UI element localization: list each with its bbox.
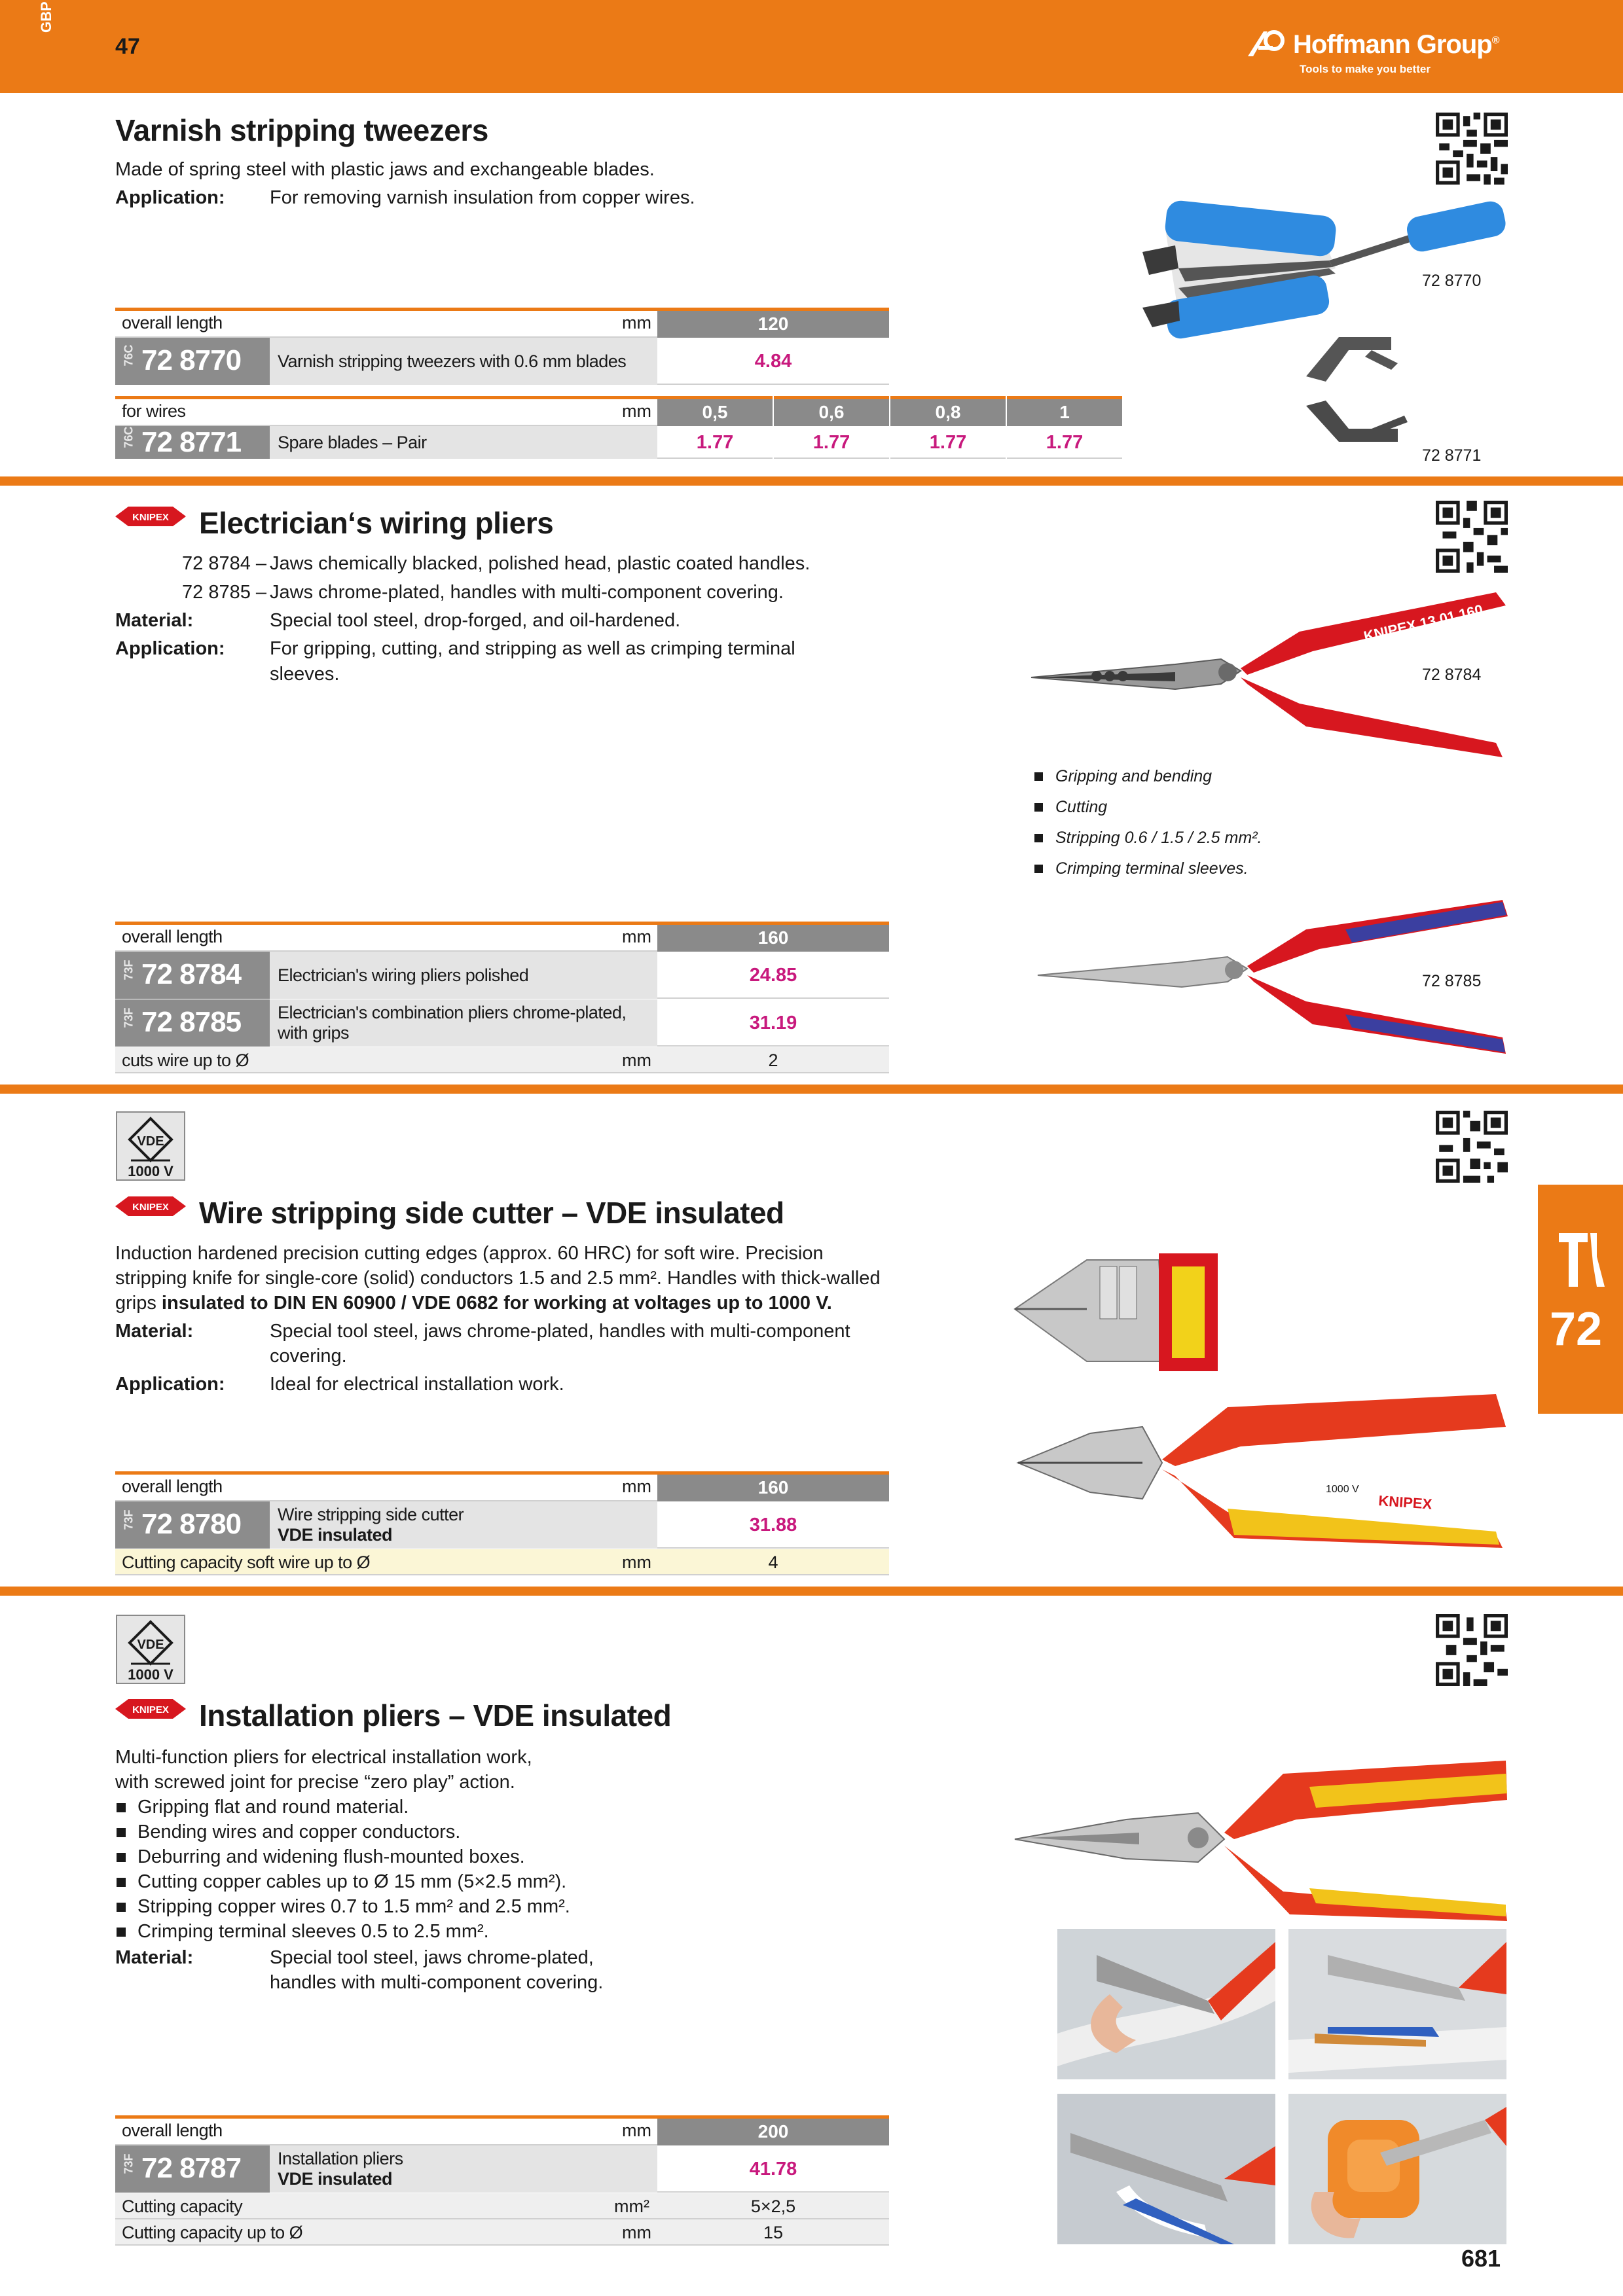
article-price: 31.88 [657, 1501, 889, 1549]
table2-header-value: 1 [1007, 396, 1122, 426]
section-title-wire-stripping-cutter: Wire stripping side cutter – VDE insulated [199, 1196, 784, 1230]
knipex-logo-icon [115, 1195, 186, 1217]
footer-label: Cutting capacity soft wire up to Ø [122, 1552, 371, 1572]
application-photo-3 [1057, 2094, 1275, 2244]
section3-material-line2: covering. [270, 1346, 347, 1367]
vde-mark-icon [115, 1111, 186, 1181]
table5-header-line [115, 2115, 657, 2119]
svg-text:1000 V: 1000 V [128, 1666, 173, 1683]
table3-header-label: overall length [122, 927, 223, 946]
feature-item: Stripping copper wires 0.7 to 1.5 mm² and 2.5 mm². [115, 1894, 570, 1919]
article-description [270, 2145, 657, 2193]
article-price: 1.77 [774, 426, 889, 459]
chapter-number: 72 [1550, 1303, 1603, 1355]
vde-mark-icon [115, 1614, 186, 1685]
application-photo-4 [1288, 2094, 1506, 2244]
section1-application-text: For removing varnish insulation from copper wires. [270, 187, 695, 208]
table4-header-row [115, 1471, 657, 1501]
table5-footer-row-2 [115, 2219, 889, 2246]
table4-header-unit: mm [622, 1477, 651, 1496]
article-key: 73F [122, 960, 136, 980]
article-price: 1.77 [1007, 426, 1122, 459]
article-72-8785[interactable] [115, 999, 270, 1047]
article-description [270, 338, 657, 385]
footer-unit: mm² [614, 2197, 649, 2216]
table2-header-row [115, 396, 657, 426]
table1-header-label: overall length [122, 313, 223, 332]
table4-header-label: overall length [122, 1477, 223, 1496]
section2-application-line2: sleeves. [270, 664, 340, 685]
spare-blade-image-2 [1300, 393, 1417, 452]
application-photo-1 [1057, 1929, 1275, 2079]
article-price: 1.77 [890, 426, 1006, 459]
section3-desc-line3-bold: insulated to DIN EN 60900 / VDE 0682 for working at voltages up to 1000 V. [161, 1293, 832, 1314]
feature-item: Cutting [1033, 796, 1107, 818]
section4-desc-line2: with screwed joint for precise “zero play” action. [115, 1772, 515, 1793]
section3-material-label: Material: [115, 1321, 194, 1342]
knipex-logo-icon [115, 1698, 186, 1720]
article-price: 31.19 [657, 999, 889, 1047]
table5-header-row [115, 2115, 657, 2145]
svg-text:1000 V: 1000 V [128, 1163, 173, 1179]
article-72-8780[interactable] [115, 1501, 270, 1549]
image-ref-72-8770: 72 8770 [1422, 272, 1482, 290]
variant1-text: Jaws chemically blacked, polished head, plastic coated handles. [270, 553, 811, 574]
table3-header-value: 160 [657, 922, 889, 952]
section-title-installation-pliers: Installation pliers – VDE insulated [199, 1698, 672, 1732]
section-divider [0, 1587, 1623, 1596]
article-72-8770[interactable] [115, 338, 270, 385]
table1-header-row [115, 308, 657, 338]
section2-material-label: Material: [115, 610, 194, 631]
article-code: 72 8780 [141, 1508, 242, 1540]
article-code: 72 8787 [141, 2152, 242, 2184]
section3-desc-line2: stripping knife for single-core (solid) conductors 1.5 and 2.5 mm². Handles with thick-walled [115, 1268, 881, 1289]
feature-item: Deburring and widening flush-mounted boxes. [115, 1844, 525, 1869]
qr-code-icon[interactable] [1436, 501, 1508, 573]
chapter-tab[interactable] [1538, 1185, 1623, 1414]
svg-text:KNIPEX: KNIPEX [132, 1704, 169, 1715]
svg-text:1000 V: 1000 V [1326, 1484, 1359, 1495]
section1-description: Made of spring steel with plastic jaws and exchangeable blades. [115, 159, 655, 180]
wire-stripping-cutter-image [1012, 1381, 1509, 1551]
region-code: GBP [38, 1, 54, 33]
section3-application-text: Ideal for electrical installation work. [270, 1374, 564, 1395]
table2-header-value: 0,8 [890, 396, 1006, 426]
footer-label: Cutting capacity [122, 2197, 243, 2216]
article-price: 24.85 [657, 952, 889, 999]
table4-header-line [115, 1471, 657, 1475]
spare-blade-image [1300, 331, 1417, 389]
article-description-text: Varnish stripping tweezers with 0.6 mm blades [278, 351, 627, 371]
article-code: 72 8770 [141, 344, 242, 376]
brand-name: Hoffmann Group® [1293, 30, 1499, 59]
article-price: 41.78 [657, 2145, 889, 2193]
section2-application-line1: For gripping, cutting, and stripping as well as crimping terminal [270, 638, 795, 659]
svg-text:KNIPEX 13 01 160: KNIPEX 13 01 160 [1362, 601, 1485, 645]
section4-material-label: Material: [115, 1947, 194, 1968]
footer-value: 15 [763, 2223, 784, 2242]
article-description-text: Wire stripping side cutter [278, 1505, 464, 1524]
section4-material-line2: handles with multi-component covering. [270, 1972, 604, 1993]
section4-desc-line1: Multi-function pliers for electrical installation work, [115, 1747, 532, 1768]
variant1-code: 72 8784 – [182, 553, 267, 574]
svg-text:VDE: VDE [137, 1134, 164, 1149]
article-price: 1.77 [657, 426, 773, 459]
article-description [270, 952, 657, 999]
article-key: 73F [122, 1007, 136, 1028]
variant2-code: 72 8785 – [182, 582, 267, 603]
table2-header-line [115, 396, 657, 399]
article-code: 72 8784 [141, 958, 242, 990]
article-description-text-2: VDE insulated [278, 2169, 393, 2189]
article-key: 76C [122, 426, 136, 448]
article-description [270, 1501, 657, 1549]
footer-unit: mm [622, 1552, 651, 1572]
table5-header-value: 200 [657, 2115, 889, 2145]
article-key: 73F [122, 2153, 136, 2174]
table2-header-value: 0,6 [774, 396, 889, 426]
section3-desc-line1: Induction hardened precision cutting edges (approx. 60 HRC) for soft wire. Precision [115, 1243, 824, 1264]
table3-footer-row [115, 1047, 889, 1073]
article-description-text: Spare blades – Pair [278, 433, 427, 452]
tool-category-icon [1556, 1230, 1609, 1289]
section-title-varnish-tweezers: Varnish stripping tweezers [115, 113, 488, 147]
article-price: 4.84 [657, 338, 889, 385]
footer-unit: mm [622, 2223, 651, 2242]
section-title-wiring-pliers: Electrician‘s wiring pliers [199, 506, 554, 540]
article-72-8771[interactable] [115, 426, 270, 459]
section3-material-line1: Special tool steel, jaws chrome-plated, handles with multi-component [270, 1321, 850, 1342]
section4-material-line1: Special tool steel, jaws chrome-plated, [270, 1947, 594, 1968]
footer-unit: mm [622, 1050, 651, 1070]
cutter-head-closeup-image [1008, 1247, 1218, 1378]
table1-header-unit: mm [622, 313, 651, 332]
table2-header-value: 0,5 [657, 396, 773, 426]
feature-item: Gripping flat and round material. [115, 1795, 409, 1820]
article-description-text: Electrician's wiring pliers polished [278, 965, 529, 985]
article-key: 73F [122, 1509, 136, 1530]
table3-header-line [115, 922, 657, 925]
table5-footer-row-1 [115, 2193, 889, 2219]
footer-value: 5×2,5 [750, 2197, 796, 2216]
article-code: 72 8785 [141, 1006, 242, 1038]
image-ref-72-8771: 72 8771 [1422, 446, 1482, 465]
footer-value: 2 [768, 1050, 778, 1070]
installation-pliers-image [1008, 1748, 1509, 1924]
image-ref-72-8784: 72 8784 [1422, 666, 1482, 684]
article-key: 76C [122, 344, 136, 367]
table2-header-unit: mm [622, 401, 651, 421]
section-divider [0, 1085, 1623, 1094]
qr-code-icon[interactable] [1436, 1111, 1508, 1183]
knipex-logo-icon [115, 505, 186, 528]
qr-code-icon[interactable] [1436, 1614, 1508, 1686]
feature-item: Gripping and bending [1033, 765, 1212, 787]
article-code: 72 8771 [141, 426, 242, 458]
image-ref-72-8785: 72 8785 [1422, 972, 1482, 990]
svg-text:VDE: VDE [137, 1638, 164, 1652]
hoffmann-brand [1244, 26, 1506, 79]
article-description-text-2: VDE insulated [278, 1525, 393, 1545]
section-divider [0, 476, 1623, 486]
feature-item: Crimping terminal sleeves 0.5 to 2.5 mm². [115, 1919, 489, 1944]
table5-header-label: overall length [122, 2121, 223, 2140]
section1-application-label: Application: [115, 187, 225, 208]
section2-material-text: Special tool steel, drop-forged, and oil-hardened. [270, 610, 681, 631]
feature-item: Cutting copper cables up to Ø 15 mm (5×2.5 mm²). [115, 1869, 566, 1894]
article-description-text: Installation pliers [278, 2149, 403, 2168]
application-photo-2 [1288, 1929, 1506, 2079]
section2-application-label: Application: [115, 638, 225, 659]
brand-tagline: Tools to make you better [1300, 63, 1431, 75]
feature-item: Stripping 0.6 / 1.5 / 2.5 mm². [1033, 827, 1262, 849]
article-72-8784[interactable] [115, 952, 270, 999]
table1-header-value: 120 [657, 308, 889, 338]
svg-text:KNIPEX: KNIPEX [1377, 1492, 1433, 1513]
footer-label: Cutting capacity up to Ø [122, 2223, 303, 2242]
table3-header-unit: mm [622, 927, 651, 946]
table4-footer-row [115, 1549, 889, 1575]
page-header [0, 0, 1623, 93]
article-72-8787[interactable] [115, 2145, 270, 2193]
section3-desc-line3-plain: grips [115, 1293, 162, 1314]
article-description-text-2: with grips [278, 1023, 350, 1043]
svg-text:KNIPEX: KNIPEX [132, 1202, 169, 1213]
qr-code-icon[interactable] [1436, 113, 1508, 185]
table3-header-row [115, 922, 657, 952]
table5-header-unit: mm [622, 2121, 651, 2140]
svg-text:KNIPEX: KNIPEX [132, 512, 169, 523]
hoffmann-logo-icon [1244, 26, 1290, 60]
article-description-text: Electrician's combination pliers chrome-plated, [278, 1003, 627, 1022]
table4-header-value: 160 [657, 1471, 889, 1501]
feature-item: Crimping terminal sleeves. [1033, 857, 1249, 880]
table2-header-label: for wires [122, 401, 186, 421]
footer-value: 4 [768, 1552, 778, 1572]
section3-desc-line3 [115, 1291, 832, 1316]
page-number-top: 47 [115, 34, 140, 59]
section3-application-label: Application: [115, 1374, 225, 1395]
footer-label: cuts wire up to Ø [122, 1050, 249, 1070]
article-description [270, 999, 657, 1047]
feature-item: Bending wires and copper conductors. [115, 1820, 460, 1844]
table1-header-line [115, 308, 657, 311]
article-description [270, 426, 657, 459]
variant2-text: Jaws chrome-plated, handles with multi-component covering. [270, 582, 784, 603]
page-number-bottom: 681 [1461, 2245, 1501, 2272]
